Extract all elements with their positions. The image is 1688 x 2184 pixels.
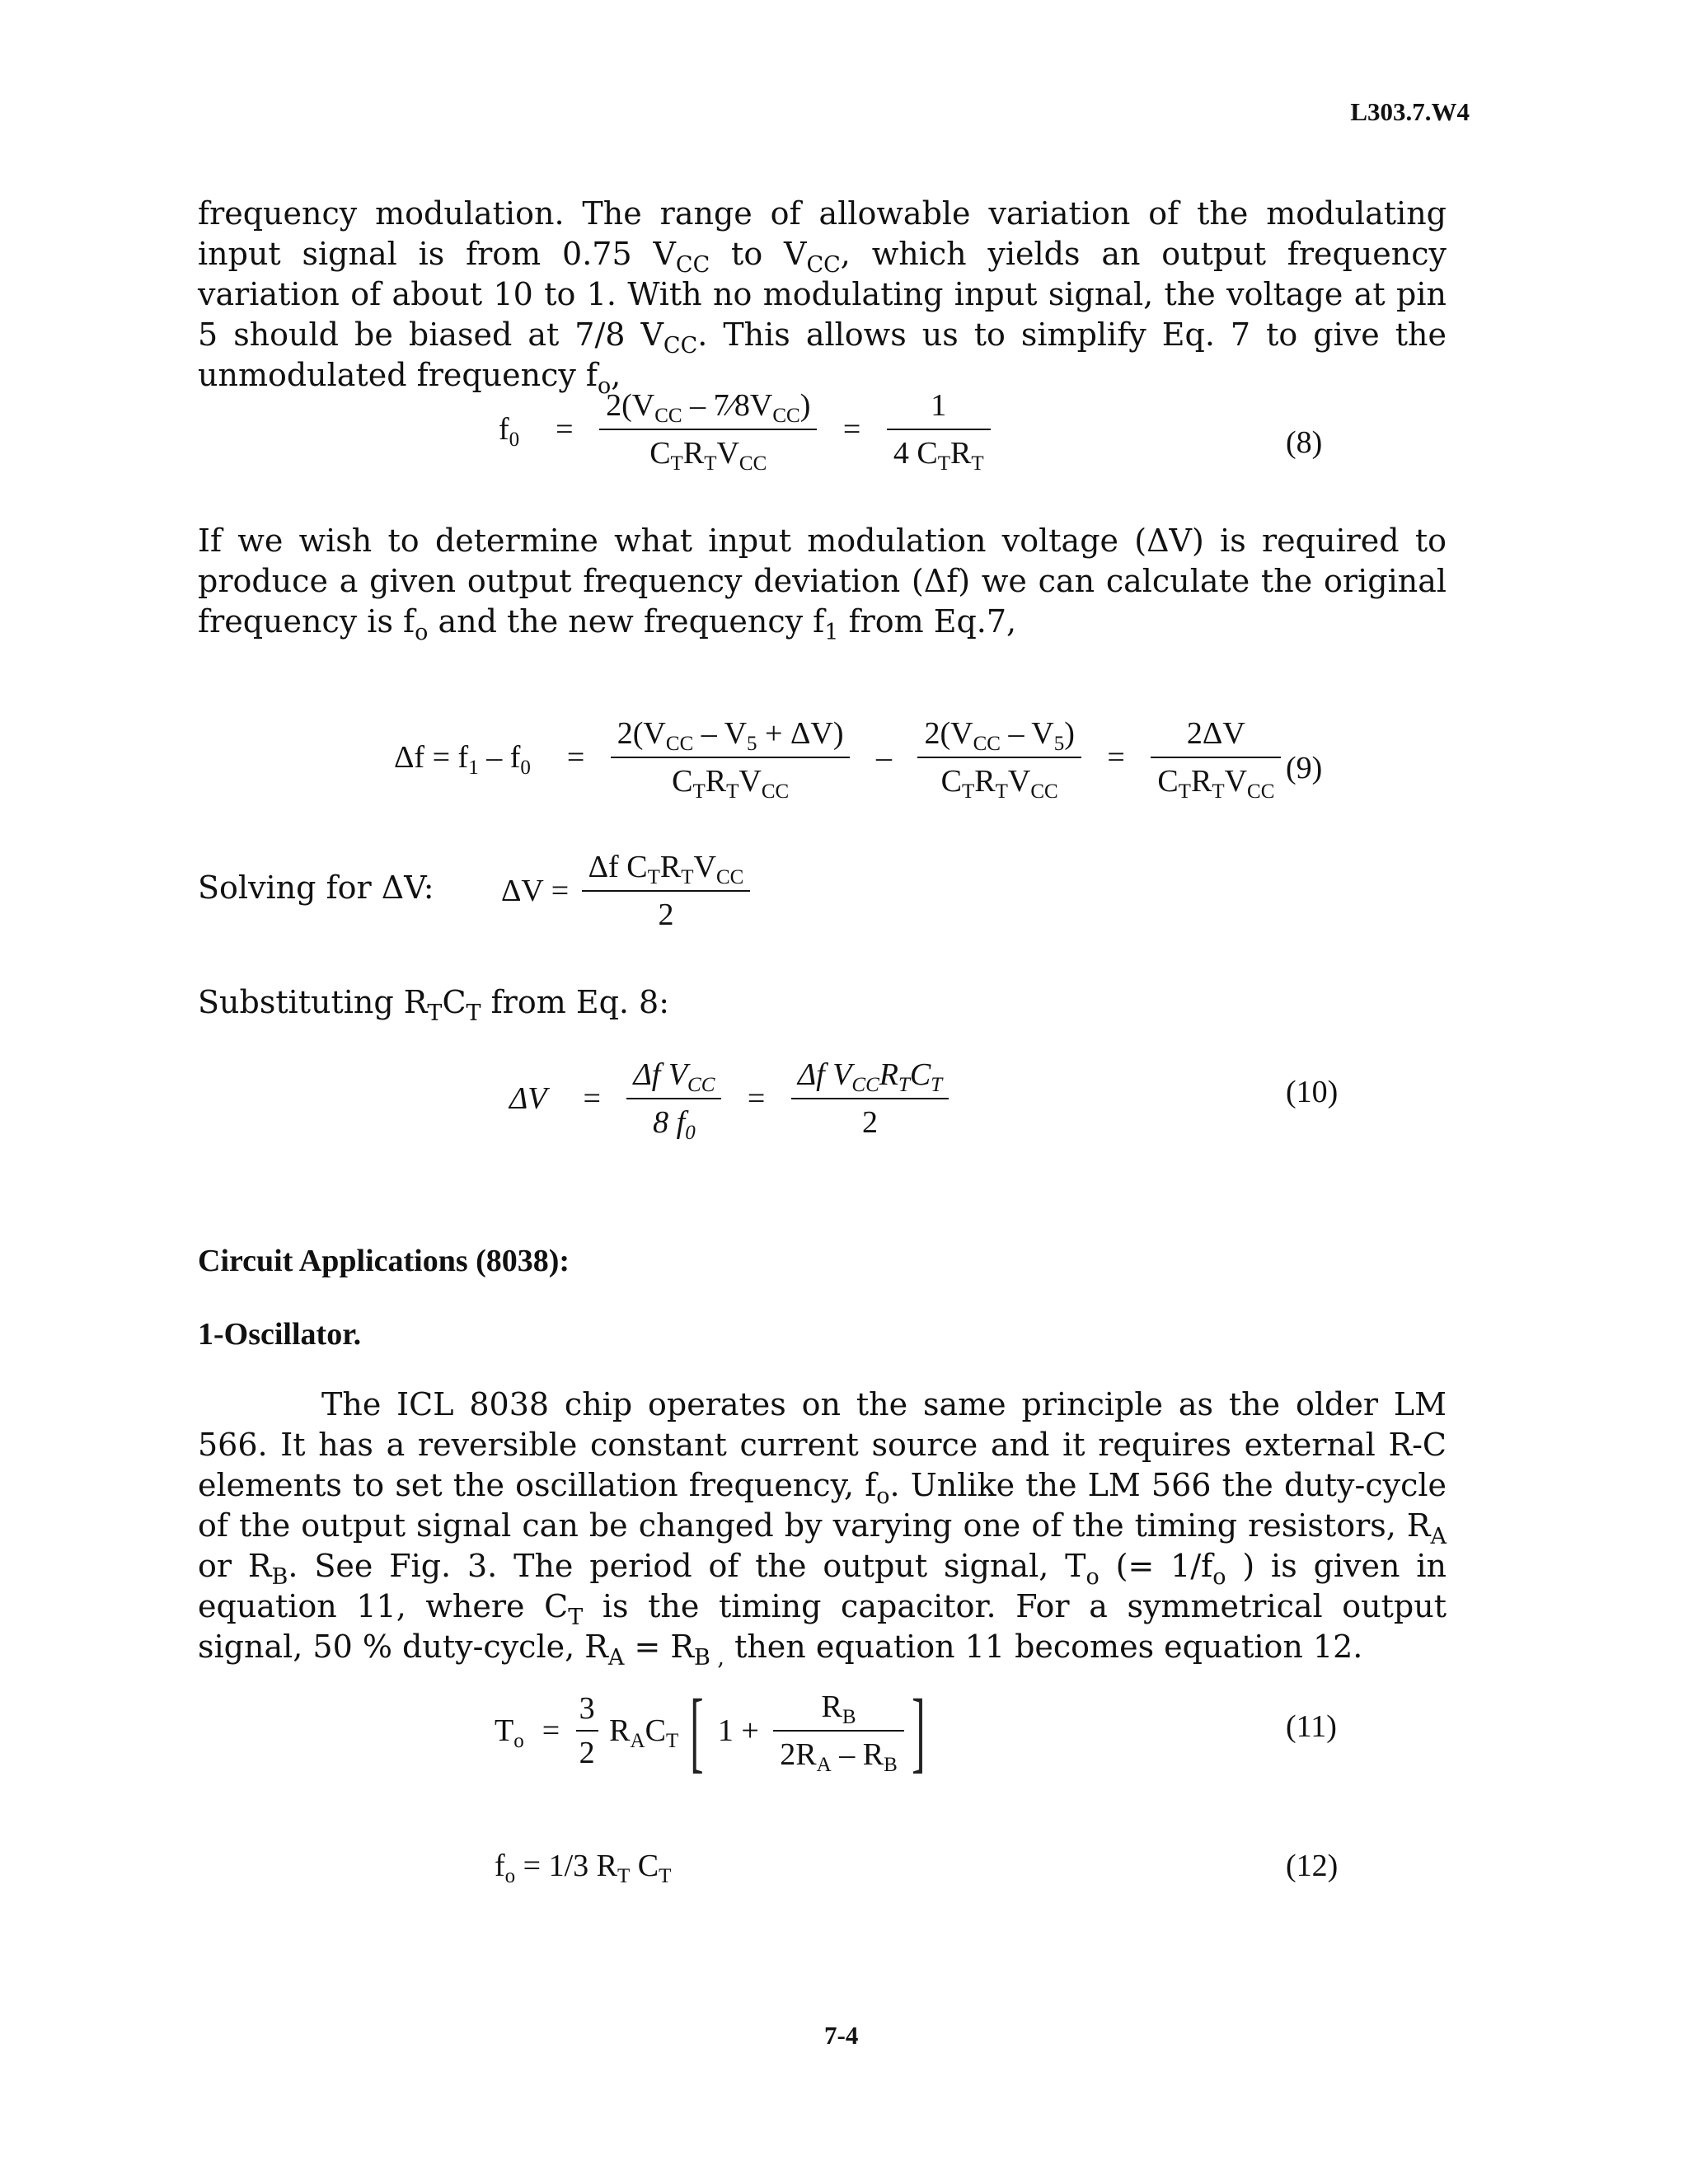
solving-label: Solving for ΔV:: [198, 869, 434, 906]
document-id: L303.7.W4: [1350, 97, 1470, 126]
equation-8: $f_0$ = $\frac{2(V_{CC} - 7⁄8V_{CC})}{C_TR_TV_{CC}}$ = $\frac{1}{4 C_TR_T}$: [499, 387, 991, 471]
equation-11-number: (11): [1286, 1709, 1337, 1744]
equation-9-number: (9): [1286, 751, 1323, 785]
equation-9: $\Delta f = f_1 - f_0$ = $\frac{2(V_{CC} - V_5 + \Delta V)}{C_TR_TV_{CC}}$ – $\frac{2(V_{CC} - V_5)}{C_TR_TV_{CC}}$ = $\frac{2\Delta V}{C_TR_TV_{CC}}$: [394, 715, 1281, 799]
equation-8-number: (8): [1286, 425, 1323, 460]
section-heading: Circuit Applications (8038):: [198, 1244, 570, 1278]
left-bracket: [: [689, 1680, 704, 1781]
equation-solving-delta-v: ΔV = $\frac{\Delta f C_TR_TV_{CC}}{2}$: [501, 849, 750, 933]
paragraph-frequency-modulation: frequency modulation. The range of allowable variation of the modulating input signal is from 0.75 $V_{CC}$ to $V_{CC}$, which yields an output frequency variation of about 10 to 1. With no modulating input signal, the voltage at pin 5 should be biased at 7/8 $V_{CC}$. This allows us to simplify Eq. 7 to give the unmodulated frequency $f_o$,: [198, 195, 1447, 399]
paragraph-substituting: Substituting $R_TC_T$ from Eq. 8:: [198, 984, 670, 1026]
equation-12-number: (12): [1286, 1849, 1339, 1883]
right-bracket: ]: [912, 1680, 926, 1781]
equation-11: $T_o$ = $\frac{3}{2}$ $R_AC_T$ [ 1 + $\frac{R_B}{2R_A - R_B}$ ]: [495, 1680, 926, 1781]
equation-10: ΔV = $\frac{\Delta f V_{CC}}{8 f_0}$ = $\frac{\Delta f V_{CC}R_TC_T}{2}$: [509, 1057, 949, 1141]
equation-10-number: (10): [1286, 1075, 1339, 1109]
subsection-heading: 1-Oscillator.: [198, 1317, 362, 1352]
paragraph-modulation-voltage: If we wish to determine what input modulation voltage (ΔV) is required to produce a given output frequency deviation (Δf) we can calculate the original frequency is $f_o$ and the new frequency $f_1$ from Eq.7,: [198, 523, 1447, 645]
page-number: 7-4: [824, 2021, 859, 2050]
equation-12: $f_o = 1/3$ $R_T$ $C_T$: [495, 1849, 672, 1887]
paragraph-icl8038: The ICL 8038 chip operates on the same principle as the older LM 566. It has a reversible constant current source and it requires external R-C elements to set the oscillation frequency, $f_o$. Unlike the LM 566 the duty-cycle of the output signal can be changed by varying one of the timing resistors, $R_A$ or $R_B$. See Fig. 3. The period of the output signal, $T_o$ (= $1/f_o$ ) is given in equation 11, where $C_T$ is the timing capacitor. For a symmetrical output signal, 50 % duty-cycle, $R_A = R_{B ,}$ then equation 11 becomes equation 12.: [198, 1386, 1447, 1671]
